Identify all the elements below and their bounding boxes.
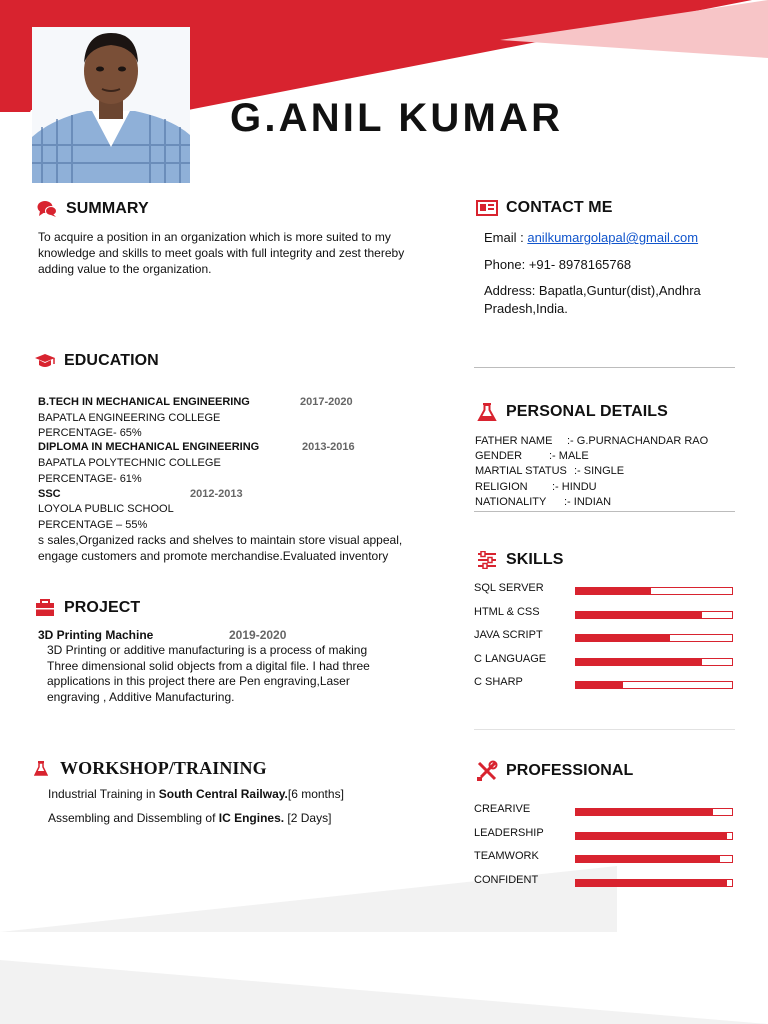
summary-text: To acquire a position in an organization which is more suited to my knowledge and skills to meet goals with full integrity and zest thereby adding value to the organization.: [38, 230, 405, 276]
bottom-grey-band-2: [0, 960, 768, 1024]
professional-heading: [476, 760, 633, 782]
training-duration: [6 months]: [287, 787, 344, 801]
personal-key: RELIGION: [475, 481, 528, 493]
skills-heading: [476, 549, 564, 571]
personal-details-title: PERSONAL DETAILS: [506, 403, 668, 420]
project-title: PROJECT: [64, 599, 141, 616]
divider: [474, 367, 735, 368]
skill-label: C LANGUAGE: [474, 652, 547, 665]
email-link[interactable]: anilkumargolapal@gmail.com: [527, 230, 699, 245]
workshop-heading: [30, 757, 267, 779]
professional-label: TEAMWORK: [474, 850, 539, 862]
personal-row: [475, 450, 737, 462]
professional-label: CONFIDENT: [474, 873, 539, 886]
email-label: Email :: [484, 230, 528, 245]
personal-key: NATIONALITY: [475, 496, 547, 508]
edu-degree: SSC: [38, 488, 61, 500]
graduation-cap-icon: [34, 350, 56, 372]
personal-row: [475, 465, 737, 477]
professional-level-fill: [576, 833, 727, 839]
personal-value: :- HINDU: [552, 481, 597, 493]
training-highlight: IC Engines.: [218, 811, 285, 825]
divider: [474, 729, 735, 730]
education-title: EDUCATION: [64, 352, 159, 369]
contact-title: CONTACT ME: [506, 199, 613, 216]
personal-row: [475, 435, 737, 447]
skill-level-bar: [575, 681, 733, 689]
skill-label: JAVA SCRIPT: [474, 629, 543, 641]
skills-title: SKILLS: [506, 551, 564, 568]
personal-key: MARTIAL STATUS: [475, 465, 567, 477]
training-item: [48, 811, 331, 825]
professional-label: CREARIVE: [474, 803, 531, 815]
professional-level-fill: [576, 880, 727, 886]
professional-level-fill: [576, 809, 713, 815]
skill-level-fill: [576, 612, 702, 618]
contact-heading: [476, 197, 612, 219]
personal-row: [475, 496, 737, 508]
training-text: Industrial Training in: [48, 787, 159, 801]
edu-percentage: PERCENTAGE – 55%: [38, 519, 148, 531]
profile-photo: [32, 27, 190, 183]
edu-degree: B.TECH IN MECHANICAL ENGINEERING: [38, 396, 250, 408]
project-name: 3D Printing Machine: [38, 628, 154, 642]
professional-level-bar: [575, 808, 733, 816]
skill-level-fill: [576, 635, 670, 641]
personal-value: :- SINGLE: [574, 465, 625, 477]
project-heading: [34, 597, 140, 619]
edu-years: 2013-2016: [302, 441, 355, 453]
summary-title: SUMMARY: [66, 200, 149, 217]
divider: [474, 511, 735, 512]
professional-level-bar: [575, 879, 733, 887]
personal-key: FATHER NAME: [475, 435, 553, 447]
edu-years: 2017-2020: [300, 396, 353, 408]
training-highlight: South Central Railway.: [158, 787, 288, 801]
skill-label: C SHARP: [474, 676, 523, 688]
personal-key: GENDER: [475, 450, 523, 462]
project-years: 2019-2020: [229, 628, 287, 642]
skill-level-fill: [576, 588, 651, 594]
training-duration: [2 Days]: [284, 811, 332, 825]
project-description: 3D Printing or additive manufacturing is a process of making Three dimensional solid objects from a digital file. I had three applications in this project there are Pen engraving,Laser engraving , Additive Manufacturing.: [47, 643, 370, 704]
edu-school: BAPATLA ENGINEERING COLLEGE: [38, 412, 221, 424]
skill-level-bar: [575, 611, 733, 619]
contact-card-icon: [476, 197, 498, 219]
tools-icon: [476, 760, 498, 782]
workshop-title: WORKSHOP/TRAINING: [60, 757, 267, 778]
sliders-icon: [476, 549, 498, 571]
personal-value: :- INDIAN: [564, 496, 612, 508]
education-extra-text: s sales,Organized racks and shelves to maintain store visual appeal, engage customers and promote merchandise.Evaluated inventory: [38, 533, 403, 563]
contact-email-row: [484, 230, 698, 245]
skill-level-fill: [576, 682, 623, 688]
professional-label: LEADERSHIP: [474, 826, 544, 839]
professional-level-fill: [576, 856, 720, 862]
contact-phone: Phone: +91- 8978165768: [484, 257, 632, 272]
person-name: G.ANIL KUMAR: [230, 96, 564, 140]
personal-value: :- MALE: [549, 450, 589, 462]
edu-school: BAPATLA POLYTECHNIC COLLEGE: [38, 457, 221, 469]
briefcase-icon: [34, 597, 56, 619]
education-heading: [34, 350, 159, 372]
speech-bubbles-icon: [36, 198, 58, 220]
training-item: [48, 787, 344, 801]
edu-years: 2012-2013: [190, 488, 243, 500]
edu-percentage: PERCENTAGE- 61%: [38, 473, 142, 485]
personal-row: [475, 481, 737, 493]
skill-level-fill: [576, 659, 702, 665]
personal-value: :- G.PURNACHANDAR RAO: [567, 435, 709, 447]
flask-icon: [476, 401, 498, 423]
edu-percentage: PERCENTAGE- 65%: [38, 427, 142, 439]
professional-level-bar: [575, 832, 733, 840]
skill-level-bar: [575, 634, 733, 642]
skill-level-bar: [575, 658, 733, 666]
summary-heading: [36, 198, 149, 220]
contact-address: Address: Bapatla,Guntur(dist),Andhra Pradesh,India.: [484, 283, 701, 316]
skill-label: HTML & CSS: [474, 605, 540, 618]
skill-label: SQL SERVER: [474, 582, 544, 594]
skill-level-bar: [575, 587, 733, 595]
flask-icon: [30, 757, 52, 779]
training-text: Assembling and Dissembling of: [48, 811, 219, 825]
personal-details-heading: [476, 401, 668, 423]
professional-title: PROFESSIONAL: [506, 762, 634, 779]
edu-school: LOYOLA PUBLIC SCHOOL: [38, 503, 174, 515]
edu-degree: DIPLOMA IN MECHANICAL ENGINEERING: [38, 441, 260, 453]
professional-level-bar: [575, 855, 733, 863]
